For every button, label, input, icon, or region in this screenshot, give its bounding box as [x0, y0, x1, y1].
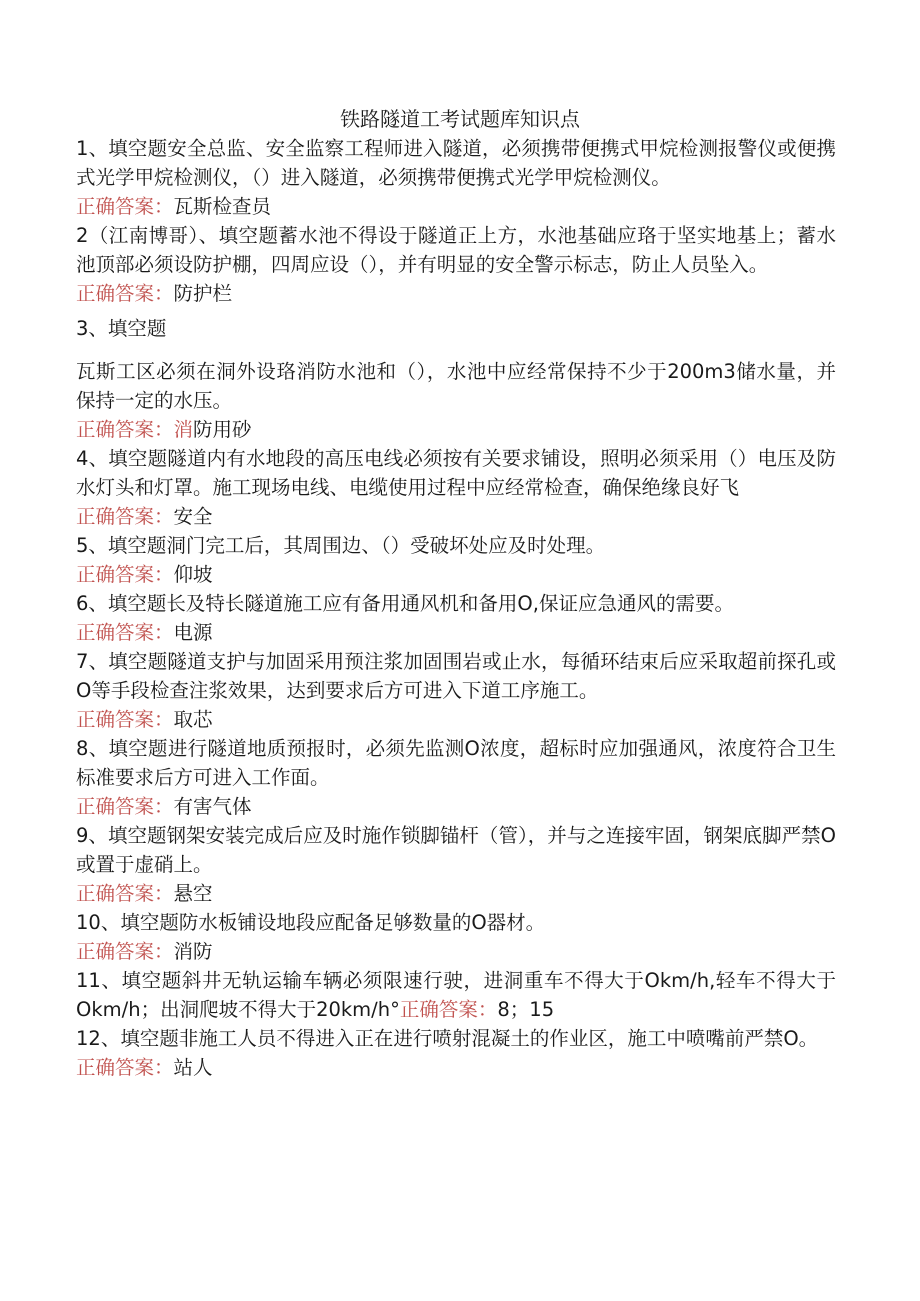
question-3-body: 瓦斯工区必须在洞外设珞消防水池和（），水池中应经常保持不少于200m3储水量，并保持一定的水压。 — [76, 360, 836, 412]
answer-value: 取芯 — [173, 708, 213, 731]
question-12: 12、填空题非施工人员不得进入正在进行喷射混凝土的作业区，施工中喷嘴前严禁O。 — [76, 1027, 819, 1050]
answer-label: 正确答案： — [76, 795, 174, 818]
answer-label: 正确答案： — [76, 708, 174, 731]
answer-3 — [76, 415, 836, 444]
answer-4 — [76, 502, 836, 531]
question-5: 5、填空题洞门完工后，其周围边、（）受破坏处应及时处理。 — [76, 534, 606, 557]
answer-label: 正确答案： — [76, 418, 174, 441]
question-3-heading: 3、填空题 — [76, 317, 167, 340]
answer-label: 正确答案： — [76, 195, 174, 218]
answer-value: 仰坡 — [173, 563, 213, 586]
answer-label: 正确答案： — [76, 563, 174, 586]
answer-prefix: 消 — [173, 418, 194, 441]
answer-label: 正确答案： — [76, 621, 174, 644]
answer-value: 8；15 — [497, 998, 555, 1021]
answer-label: 正确答案： — [76, 882, 174, 905]
answer-5 — [76, 560, 836, 589]
question-7: 7、填空题隧道支护与加固采用预注浆加固围岩或止水，每循环结束后应采取超前探孔或O等手段检查注浆效果，达到要求后方可进入下道工序施工。 — [76, 650, 836, 702]
question-11-text: 11、填空题斜井无轨运输车辆必须限速行驶，进洞重车不得大于Okm/h,轻车不得大于Okm/h；出洞爬坡不得大于20km∕h° — [76, 969, 836, 1021]
answer-value: 电源 — [173, 621, 213, 644]
answer-value: 安全 — [173, 505, 213, 528]
question-list — [76, 134, 836, 1082]
answer-2 — [76, 279, 836, 308]
answer-10 — [76, 937, 836, 966]
answer-12 — [76, 1053, 836, 1082]
question-8: 8、填空题进行隧道地质预报时，必须先监测O浓度，超标时应加强通风，浓度符合卫生标准要求后方可进入工作面。 — [76, 737, 836, 789]
answer-label: 正确答案： — [76, 940, 174, 963]
question-9: 9、填空题钢架安装完成后应及时施作锁脚锚杆（管），并与之连接牢固，钢架底脚严禁O或置于虚硝上。 — [76, 824, 836, 876]
answer-8 — [76, 792, 836, 821]
question-6: 6、填空题长及特长隧道施工应有备用通风机和备用O,保证应急通风的需要。 — [76, 592, 734, 615]
answer-value: 消防 — [173, 940, 213, 963]
answer-6 — [76, 618, 836, 647]
answer-label: 正确答案： — [399, 998, 498, 1021]
answer-value: 站人 — [173, 1056, 213, 1079]
answer-label: 正确答案： — [76, 282, 174, 305]
answer-9 — [76, 879, 836, 908]
question-4: 4、填空题隧道内有水地段的高压电线必须按有关要求铺设，照明必须采用（）电压及防水灯头和灯罩。施工现场电线、电缆使用过程中应经常检查，确保绝缘良好飞 — [76, 447, 836, 499]
answer-label: 正确答案： — [76, 1056, 174, 1079]
question-1: 1、填空题安全总监、安全监察工程师进入隧道，必须携带便携式甲烷检测报警仪或便携式光学甲烷检测仪，（）进入隧道，必须携带便携式光学甲烷检测仪。 — [76, 137, 836, 189]
answer-value: 瓦斯检查员 — [173, 195, 272, 218]
answer-value: 有害气体 — [173, 795, 252, 818]
answer-1 — [76, 192, 836, 221]
question-10: 10、填空题防水板铺设地段应配备足够数量的O器材。 — [76, 911, 546, 934]
question-11 — [76, 966, 836, 1024]
document-title: 铁路隧道工考试题库知识点 — [340, 107, 580, 131]
answer-label: 正确答案： — [76, 505, 174, 528]
question-2: 2（江南博哥）、填空题蓄水池不得设于隧道正上方，水池基础应珞于坚实地基上；蓄水池顶部必须设防护棚，四周应设（），并有明显的安全警示标志，防止人员坠入。 — [76, 224, 836, 276]
answer-value: 悬空 — [173, 882, 213, 905]
answer-value: 防护栏 — [173, 282, 233, 305]
answer-value: 防用砂 — [193, 418, 252, 441]
answer-7 — [76, 705, 836, 734]
